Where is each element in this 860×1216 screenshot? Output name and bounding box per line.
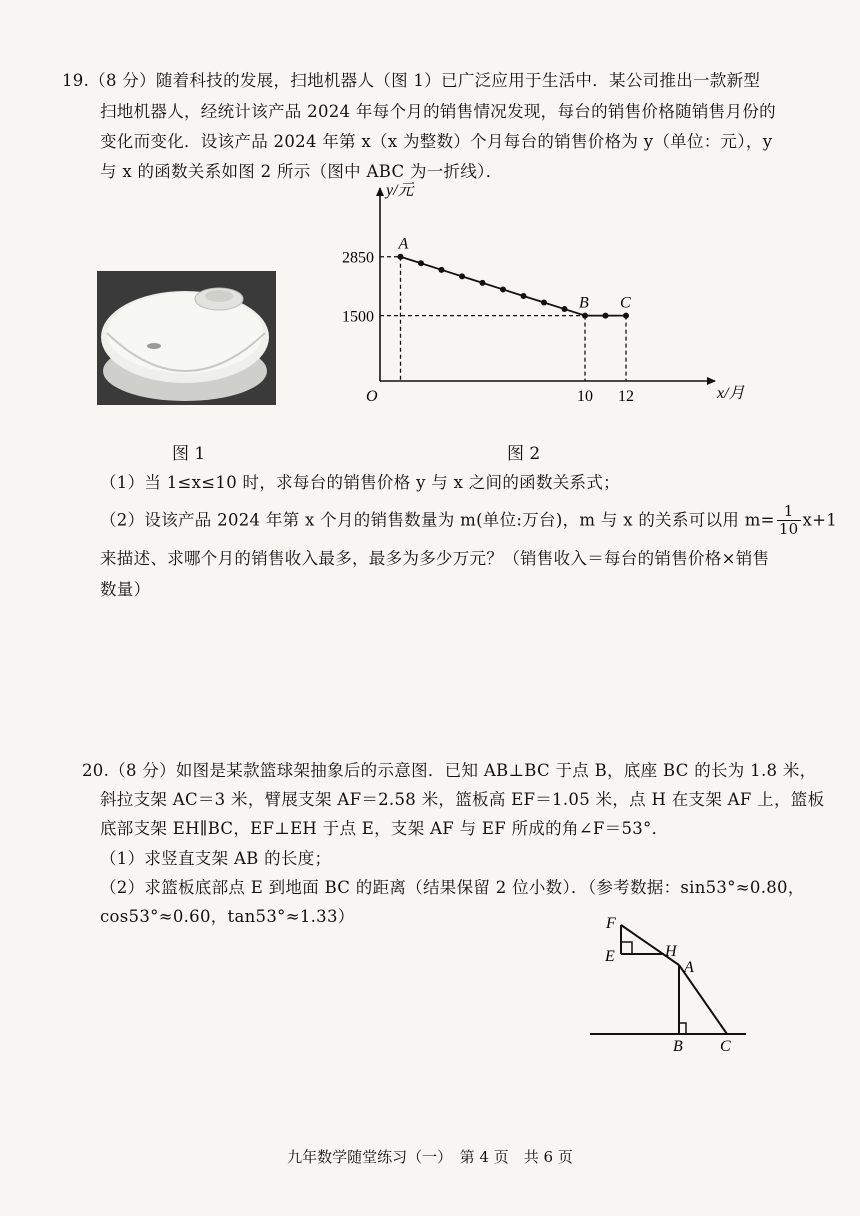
x-axis-label: x/月 bbox=[717, 385, 745, 402]
data-point bbox=[562, 306, 568, 312]
q19-part-2-line-3: 数量） bbox=[100, 580, 151, 599]
q19-part-2-line-1 bbox=[100, 503, 837, 539]
y-tick-label: 1500 bbox=[342, 308, 374, 326]
data-point bbox=[439, 267, 445, 273]
data-point bbox=[418, 260, 424, 266]
label-c: C bbox=[720, 1038, 731, 1055]
series-line bbox=[401, 257, 627, 316]
q20-part-1: （1）求竖直支架 AB 的长度； bbox=[100, 849, 332, 868]
data-point bbox=[541, 300, 547, 306]
label-b: B bbox=[673, 1038, 683, 1055]
y-axis-label: y/元 bbox=[386, 182, 414, 199]
data-point bbox=[480, 280, 486, 286]
label-e: E bbox=[605, 948, 615, 965]
fraction-numerator: 1 bbox=[777, 503, 801, 521]
q19-line-4: 与 x 的函数关系如图 2 所示（图中 ABC 为一折线）． bbox=[100, 162, 503, 181]
q19-line-3: 变化而变化．设该产品 2024 年第 x（x 为整数）个月每台的销售价格为 y（单位：元），y bbox=[100, 132, 773, 151]
x-tick-label: 12 bbox=[618, 388, 634, 405]
right-angle-e bbox=[621, 942, 632, 954]
data-point bbox=[459, 273, 465, 279]
fraction-denominator: 10 bbox=[778, 520, 799, 539]
fraction bbox=[777, 503, 801, 539]
q20-line-2: 斜拉支架 AC＝3 米，臂展支架 AF＝2.58 米，篮板高 EF＝1.05 米，点 H 在支架 AF 上，篮板 bbox=[100, 790, 825, 809]
price-chart bbox=[330, 180, 750, 410]
fig2-caption: 图 2 bbox=[507, 444, 541, 464]
q19-part-2-pre: （2）设该产品 2024 年第 x 个月的销售数量为 m(单位:万台)，m 与 x 的关系可以用 m= bbox=[100, 510, 775, 530]
point-label: A bbox=[398, 235, 409, 253]
q19-line-2: 扫地机器人，经统计该产品 2024 年每个月的销售情况发现，每台的销售价格随销售月份的 bbox=[100, 102, 776, 121]
data-point bbox=[521, 293, 527, 299]
data-point bbox=[582, 313, 588, 319]
x-tick-label: 10 bbox=[577, 388, 593, 405]
q19-part-2-line-2: 来描述、求哪个月的销售收入最多，最多为多少万元？（销售收入＝每台的销售价格×销售 bbox=[100, 549, 770, 568]
q20-part-2-cont: cos53°≈0.60，tan53°≈1.33） bbox=[100, 907, 355, 926]
data-point bbox=[603, 313, 609, 319]
q19-line-1: 19.（8 分）随着科技的发展，扫地机器人（图 1）已广泛应用于生活中．某公司推出一款新型 bbox=[62, 71, 761, 90]
label-h: H bbox=[665, 943, 677, 960]
point-label: C bbox=[620, 294, 631, 312]
right-angle-b bbox=[679, 1023, 686, 1034]
data-point bbox=[500, 286, 506, 292]
q20-line-1: 20.（8 分）如图是某款篮球架抽象后的示意图．已知 AB⊥BC 于点 B，底座 BC 的长为 1.8 米， bbox=[82, 761, 817, 780]
robot-vacuum-photo bbox=[97, 271, 276, 405]
page-footer: 九年数学随堂练习（一） 第 4 页 共 6 页 bbox=[287, 1148, 573, 1166]
q20-part-2: （2）求篮板底部点 E 到地面 BC 的距离（结果保留 2 位小数）．（参考数据：sin53°≈0.80， bbox=[100, 878, 805, 897]
basketball-stand-diagram bbox=[590, 915, 770, 1065]
q20-line-3: 底部支架 EH∥BC，EF⊥EH 于点 E，支架 AF 与 EF 所成的角∠F＝53°． bbox=[100, 819, 669, 838]
label-a: A bbox=[684, 959, 694, 976]
origin-label: O bbox=[366, 388, 378, 405]
fig1-caption: 图 1 bbox=[172, 444, 206, 464]
point-label: B bbox=[579, 294, 589, 312]
data-point bbox=[623, 313, 629, 319]
data-point bbox=[398, 254, 404, 260]
q19-part-2-post: x+1 bbox=[802, 510, 838, 530]
y-tick-label: 2850 bbox=[342, 249, 374, 267]
label-f: F bbox=[606, 915, 616, 932]
q19-part-1: （1）当 1≤x≤10 时，求每台的销售价格 y 与 x 之间的函数关系式； bbox=[100, 473, 620, 492]
